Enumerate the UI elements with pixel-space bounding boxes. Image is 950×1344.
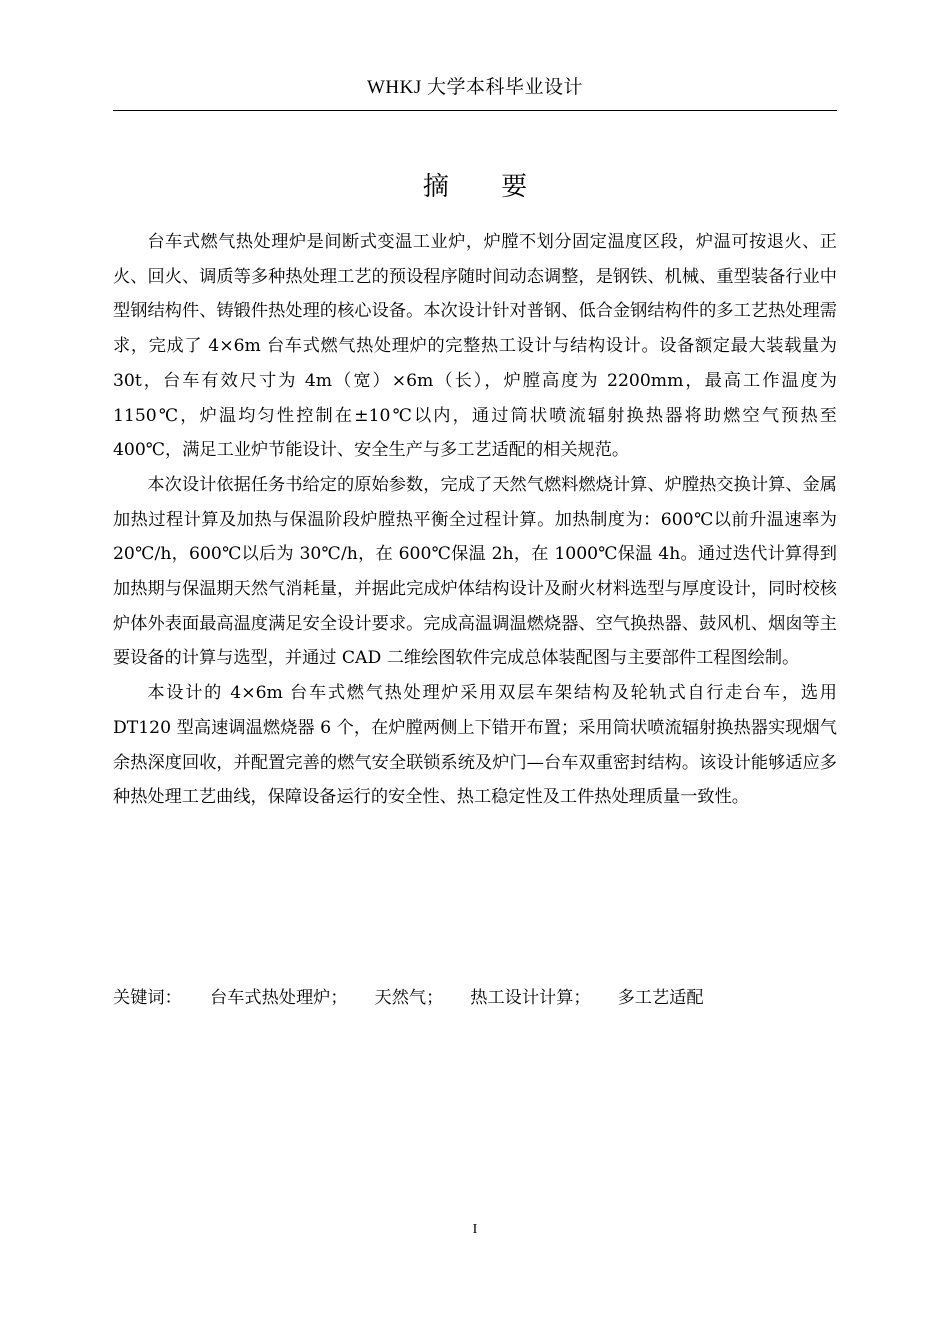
abstract-paragraph-2: 本次设计依据任务书给定的原始参数，完成了天然气燃料燃烧计算、炉膛热交换计算、金属加热过程计算及加热与保温阶段炉膛热平衡全过程计算。加热制度为：600℃以前升温速率为 20℃/h，600℃以后为 30℃/h，在 600℃保温 2h，在 1000℃保温 4h。通过迭代计算得到加热期与保温期天然气消耗量，并据此完成炉体结构设计及耐火材料选型与厚度设计，同时校核炉体外表面最高温度满足安全设计要求。完成高温调温燃烧器、空气换热器、鼓风机、烟囱等主要设备的计算与选型，并通过 CAD 二维绘图软件完成总体装配图与主要部件工程图绘制。: [113, 474, 837, 669]
abstract-body: [113, 225, 837, 815]
keywords-line: [113, 983, 837, 1013]
keyword-item: 热工设计计算；: [470, 988, 591, 1008]
keywords-label: 关键词：: [113, 988, 182, 1008]
abstract-title: 摘 要: [422, 172, 550, 202]
keyword-item: 多工艺适配: [617, 988, 704, 1008]
keyword-item: 天然气；: [374, 988, 444, 1008]
abstract-paragraph-3: 本设计的 4×6m 台车式燃气热处理炉采用双层车架结构及轮轨式自行走台车，选用 DT120 型高速调温燃烧器 6 个，在炉膛两侧上下错开布置；采用筒状喷流辐射换热器实现烟气余热深度回收，并配置完善的燃气安全联锁系统及炉门—台车双重密封结构。该设计能够适应多种热处理工艺曲线，保障设备运行的安全性、热工稳定性及工件热处理质量一致性。: [113, 683, 837, 808]
keyword-item: 台车式热处理炉；: [210, 988, 348, 1008]
header-divider: [113, 110, 837, 111]
page-number: I: [472, 1222, 478, 1237]
page-header: WHKJ 大学本科毕业设计: [366, 77, 584, 98]
abstract-paragraph-1: 台车式燃气热处理炉是间断式变温工业炉，炉膛不划分固定温度区段，炉温可按退火、正火、回火、调质等多种热处理工艺的预设程序随时间动态调整，是钢铁、机械、重型装备行业中型钢结构件、铸锻件热处理的核心设备。本次设计针对普钢、低合金钢结构件的多工艺热处理需求，完成了 4×6m 台车式燃气热处理炉的完整热工设计与结构设计。设备额定最大装载量为 30t，台车有效尺寸为 4m（宽）×6m（长），炉膛高度为 2200mm，最高工作温度为 1150℃，炉温均匀性控制在±10℃以内，通过筒状喷流辐射换热器将助燃空气预热至 400℃，满足工业炉节能设计、安全生产与多工艺适配的相关规范。: [113, 232, 837, 461]
